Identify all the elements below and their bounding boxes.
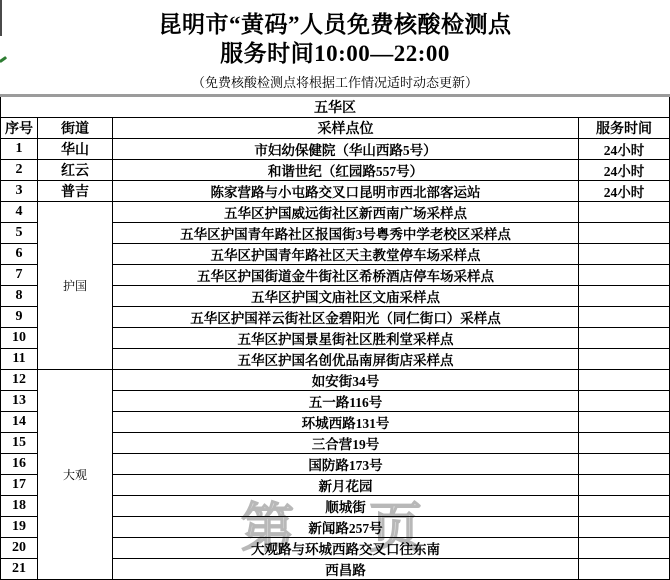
- site-cell: 五华区护国名创优品南屏街店采样点: [113, 349, 579, 370]
- hours-cell: [579, 496, 670, 517]
- row-number-cell: 9: [1, 307, 38, 328]
- site-cell: 顺城街: [113, 496, 579, 517]
- hours-cell: [579, 202, 670, 223]
- page-watermark-right: 页: [369, 500, 422, 558]
- region-title: 五华区: [1, 96, 670, 118]
- site-cell: 国防路173号: [113, 454, 579, 475]
- row-number-cell: 15: [1, 433, 38, 454]
- site-cell: 五华区护国青年路社区报国街3号粤秀中学老校区采样点: [113, 223, 579, 244]
- row-number-cell: 7: [1, 265, 38, 286]
- row-number-cell: 20: [1, 538, 38, 559]
- street-cell: 华山: [38, 139, 113, 160]
- row-number-cell: 21: [1, 559, 38, 580]
- region-header-row: [1, 96, 670, 118]
- col-header-site: 采样点位: [113, 118, 579, 139]
- hours-cell: [579, 433, 670, 454]
- hours-cell: 24小时: [579, 160, 670, 181]
- row-number-cell: 16: [1, 454, 38, 475]
- site-cell: 五华区护国街道金牛街社区希桥酒店停车场采样点: [113, 265, 579, 286]
- column-header-row: [1, 118, 670, 139]
- document-title-line1: 昆明市“黄码”人员免费核酸检测点: [158, 12, 512, 37]
- site-cell: 五华区护国威远街社区新西南广场采样点: [113, 202, 579, 223]
- page-watermark-left: 第: [241, 500, 294, 558]
- street-cell: 普吉: [38, 181, 113, 202]
- document-note: （免费核酸检测点将根据工作情况适时动态更新）: [191, 75, 478, 90]
- hours-cell: [579, 370, 670, 391]
- site-cell: 和谐世纪（红园路557号）: [113, 160, 579, 181]
- row-number-cell: 2: [1, 160, 38, 181]
- table-row: [1, 160, 670, 181]
- hours-cell: [579, 265, 670, 286]
- row-number-cell: 19: [1, 517, 38, 538]
- hours-cell: [579, 223, 670, 244]
- hours-cell: [579, 307, 670, 328]
- hours-cell: [579, 475, 670, 496]
- row-number-cell: 8: [1, 286, 38, 307]
- hours-cell: [579, 517, 670, 538]
- hours-cell: 24小时: [579, 139, 670, 160]
- col-header-no: 序号: [1, 118, 38, 139]
- row-number-cell: 6: [1, 244, 38, 265]
- table-row: [1, 370, 670, 391]
- document-title-line2: 服务时间10:00—22:00: [220, 41, 450, 66]
- row-number-cell: 14: [1, 412, 38, 433]
- site-cell: 五华区护国景星街社区胜利堂采样点: [113, 328, 579, 349]
- site-cell: 市妇幼保健院（华山西路5号）: [113, 139, 579, 160]
- table-row: [1, 181, 670, 202]
- hours-cell: [579, 349, 670, 370]
- row-number-cell: 3: [1, 181, 38, 202]
- site-cell: 大观路与环城西路交叉口往东南: [113, 538, 579, 559]
- site-cell: 五华区护国祥云街社区金碧阳光（同仁街口）采样点: [113, 307, 579, 328]
- street-merged-cell: 护国: [38, 202, 113, 370]
- row-number-cell: 12: [1, 370, 38, 391]
- row-number-cell: 4: [1, 202, 38, 223]
- row-number-cell: 17: [1, 475, 38, 496]
- hours-cell: [579, 328, 670, 349]
- hours-cell: [579, 286, 670, 307]
- site-cell: 如安街34号: [113, 370, 579, 391]
- row-number-cell: 11: [1, 349, 38, 370]
- site-cell: 五华区护国文庙社区文庙采样点: [113, 286, 579, 307]
- site-cell: 五一路116号: [113, 391, 579, 412]
- site-cell: 新月花园: [113, 475, 579, 496]
- testing-points-table: [0, 94, 670, 580]
- col-header-hours: 服务时间: [579, 118, 670, 139]
- table-row: [1, 202, 670, 223]
- site-cell: 五华区护国青年路社区天主教堂停车场采样点: [113, 244, 579, 265]
- site-cell: 西昌路: [113, 559, 579, 580]
- hours-cell: [579, 391, 670, 412]
- hours-cell: [579, 538, 670, 559]
- hours-cell: 24小时: [579, 181, 670, 202]
- row-number-cell: 13: [1, 391, 38, 412]
- row-number-cell: 18: [1, 496, 38, 517]
- table-row: [1, 139, 670, 160]
- hours-cell: [579, 454, 670, 475]
- street-merged-cell: 大观: [38, 370, 113, 580]
- site-cell: 新闻路257号: [113, 517, 579, 538]
- hours-cell: [579, 559, 670, 580]
- row-number-cell: 1: [1, 139, 38, 160]
- street-cell: 红云: [38, 160, 113, 181]
- site-cell: 陈家营路与小屯路交叉口昆明市西北部客运站: [113, 181, 579, 202]
- hours-cell: [579, 412, 670, 433]
- site-cell: 环城西路131号: [113, 412, 579, 433]
- site-cell: 三合营19号: [113, 433, 579, 454]
- row-number-cell: 5: [1, 223, 38, 244]
- hours-cell: [579, 244, 670, 265]
- col-header-street: 街道: [38, 118, 113, 139]
- row-number-cell: 10: [1, 328, 38, 349]
